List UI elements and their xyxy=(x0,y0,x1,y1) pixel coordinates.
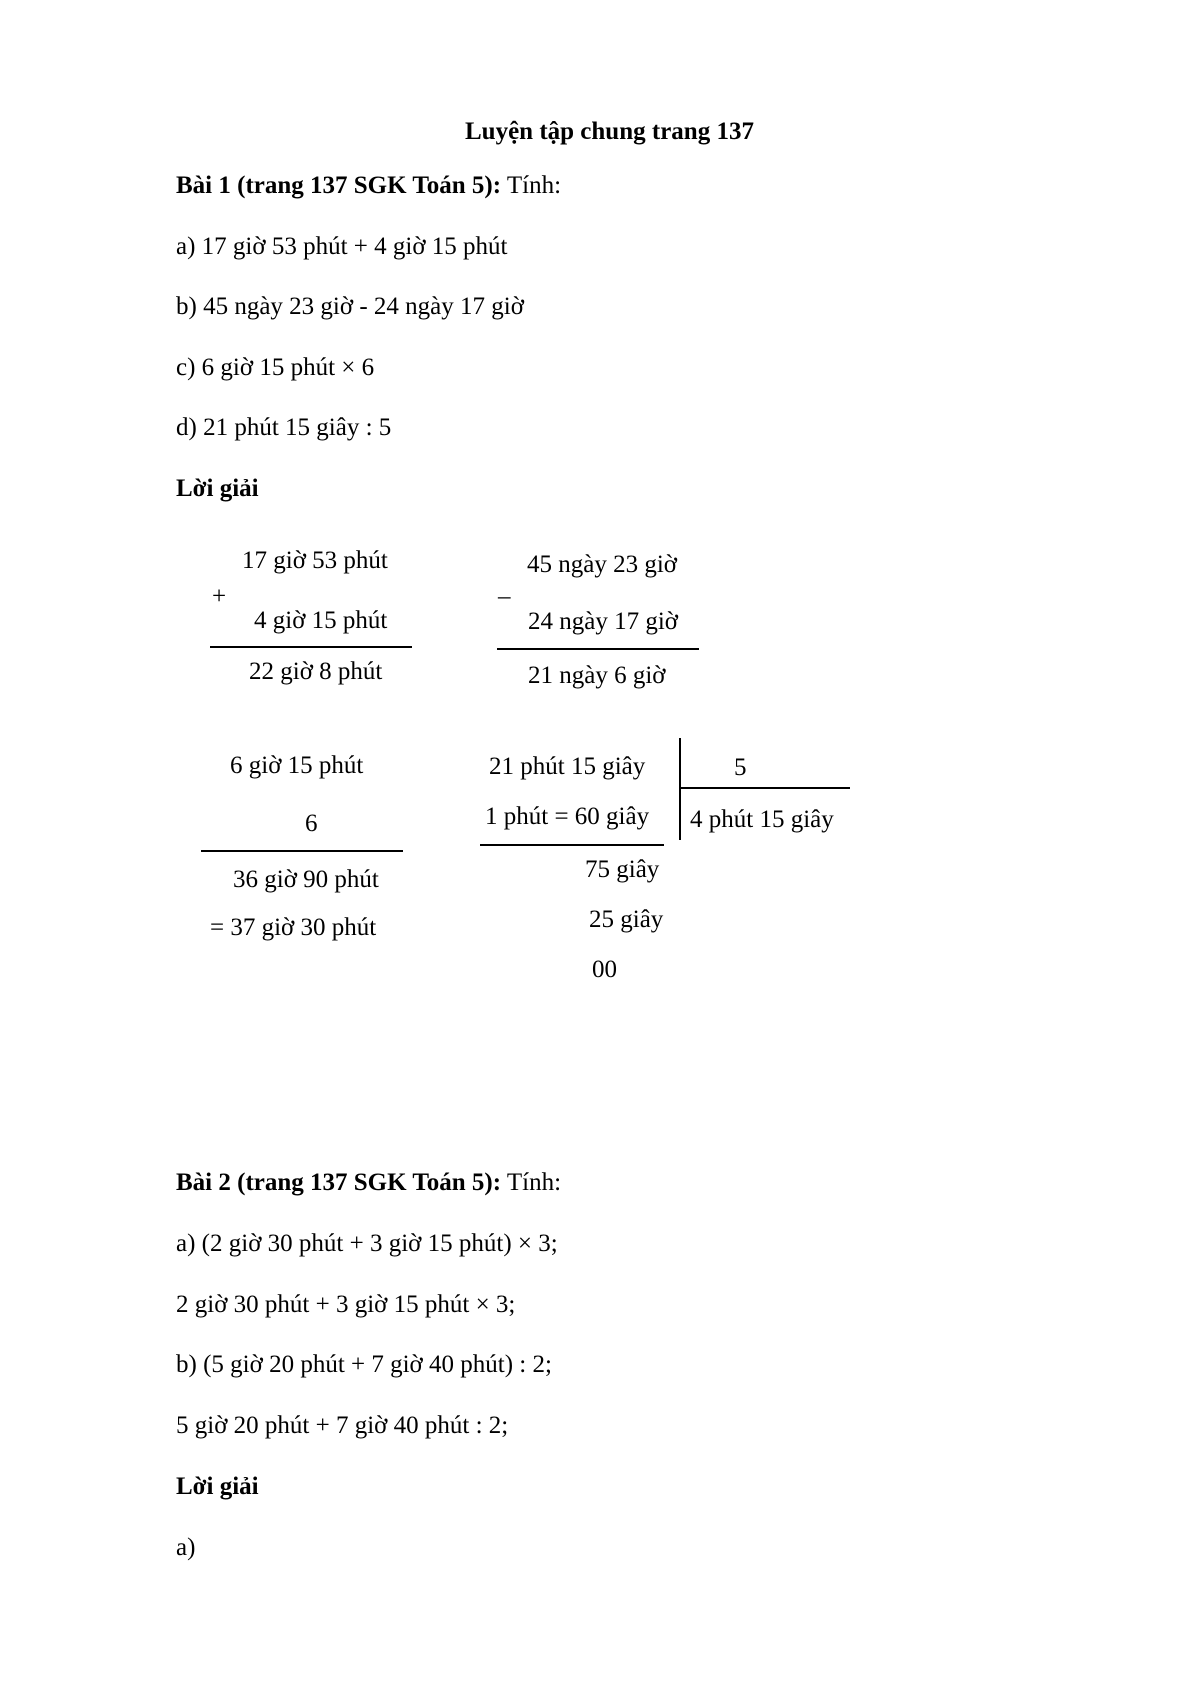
page-title: Luyện tập chung trang 137 xyxy=(465,118,754,145)
calc-d-step3: 25 giây xyxy=(589,906,664,933)
exercise-2-item-a2: 2 giờ 30 phút + 3 giờ 15 phút × 3; xyxy=(176,1291,516,1318)
calc-a-plus-sign: + xyxy=(212,583,227,610)
calc-c-result2: = 37 giờ 30 phút xyxy=(210,914,377,941)
calc-d-vertical-bar xyxy=(679,738,681,840)
exercise-1-item-c: c) 6 giờ 15 phút × 6 xyxy=(176,354,375,381)
calc-d-divider xyxy=(480,844,664,846)
exercise-1-solution-label: Lời giải xyxy=(176,475,259,502)
calc-d-step4: 00 xyxy=(592,956,617,983)
exercise-2-item-a1: a) (2 giờ 30 phút + 3 giờ 15 phút) × 3; xyxy=(176,1230,558,1257)
calc-c-line1: 6 giờ 15 phút xyxy=(230,752,364,779)
exercise-1-item-a: a) 17 giờ 53 phút + 4 giờ 15 phút xyxy=(176,233,508,260)
calc-d-quotient: 4 phút 15 giây xyxy=(690,806,834,833)
calc-d-step1: 1 phút = 60 giây xyxy=(485,803,650,830)
calc-a-result: 22 giờ 8 phút xyxy=(249,658,383,685)
calc-d-divisor: 5 xyxy=(734,754,747,781)
calc-d-dividend: 21 phút 15 giây xyxy=(489,753,646,780)
calc-b-line2: 24 ngày 17 giờ xyxy=(528,608,679,635)
calc-c-result1: 36 giờ 90 phút xyxy=(233,866,379,893)
exercise-1-heading-bold: Bài 1 (trang 137 SGK Toán 5): xyxy=(176,172,502,199)
exercise-2-solution-label: Lời giải xyxy=(176,1473,259,1500)
calc-b-minus-sign: – xyxy=(498,583,511,610)
calc-b-line1: 45 ngày 23 giờ xyxy=(527,551,678,578)
exercise-2-answer-a: a) xyxy=(176,1534,196,1561)
exercise-2-heading xyxy=(176,1168,561,1198)
exercise-2-item-b1: b) (5 giờ 20 phút + 7 giờ 40 phút) : 2; xyxy=(176,1351,552,1378)
exercise-2-heading-rest: Tính: xyxy=(501,1169,562,1196)
calc-c-line2: 6 xyxy=(305,810,318,837)
calc-b-result: 21 ngày 6 giờ xyxy=(528,662,666,689)
exercise-1-heading xyxy=(176,171,561,201)
exercise-1-item-b: b) 45 ngày 23 giờ - 24 ngày 17 giờ xyxy=(176,293,524,320)
exercise-1-item-d: d) 21 phút 15 giây : 5 xyxy=(176,414,392,441)
calc-a-divider xyxy=(210,646,412,648)
exercise-1-heading-rest: Tính: xyxy=(501,172,562,199)
calc-d-quotient-line xyxy=(680,787,850,789)
exercise-2-item-b2: 5 giờ 20 phút + 7 giờ 40 phút : 2; xyxy=(176,1412,509,1439)
calc-d-step2: 75 giây xyxy=(585,856,660,883)
calc-c-divider xyxy=(201,850,403,852)
exercise-2-heading-bold: Bài 2 (trang 137 SGK Toán 5): xyxy=(176,1169,502,1196)
calc-a-line1: 17 giờ 53 phút xyxy=(242,547,388,574)
calc-a-line2: 4 giờ 15 phút xyxy=(254,607,388,634)
calc-b-divider xyxy=(497,648,699,650)
